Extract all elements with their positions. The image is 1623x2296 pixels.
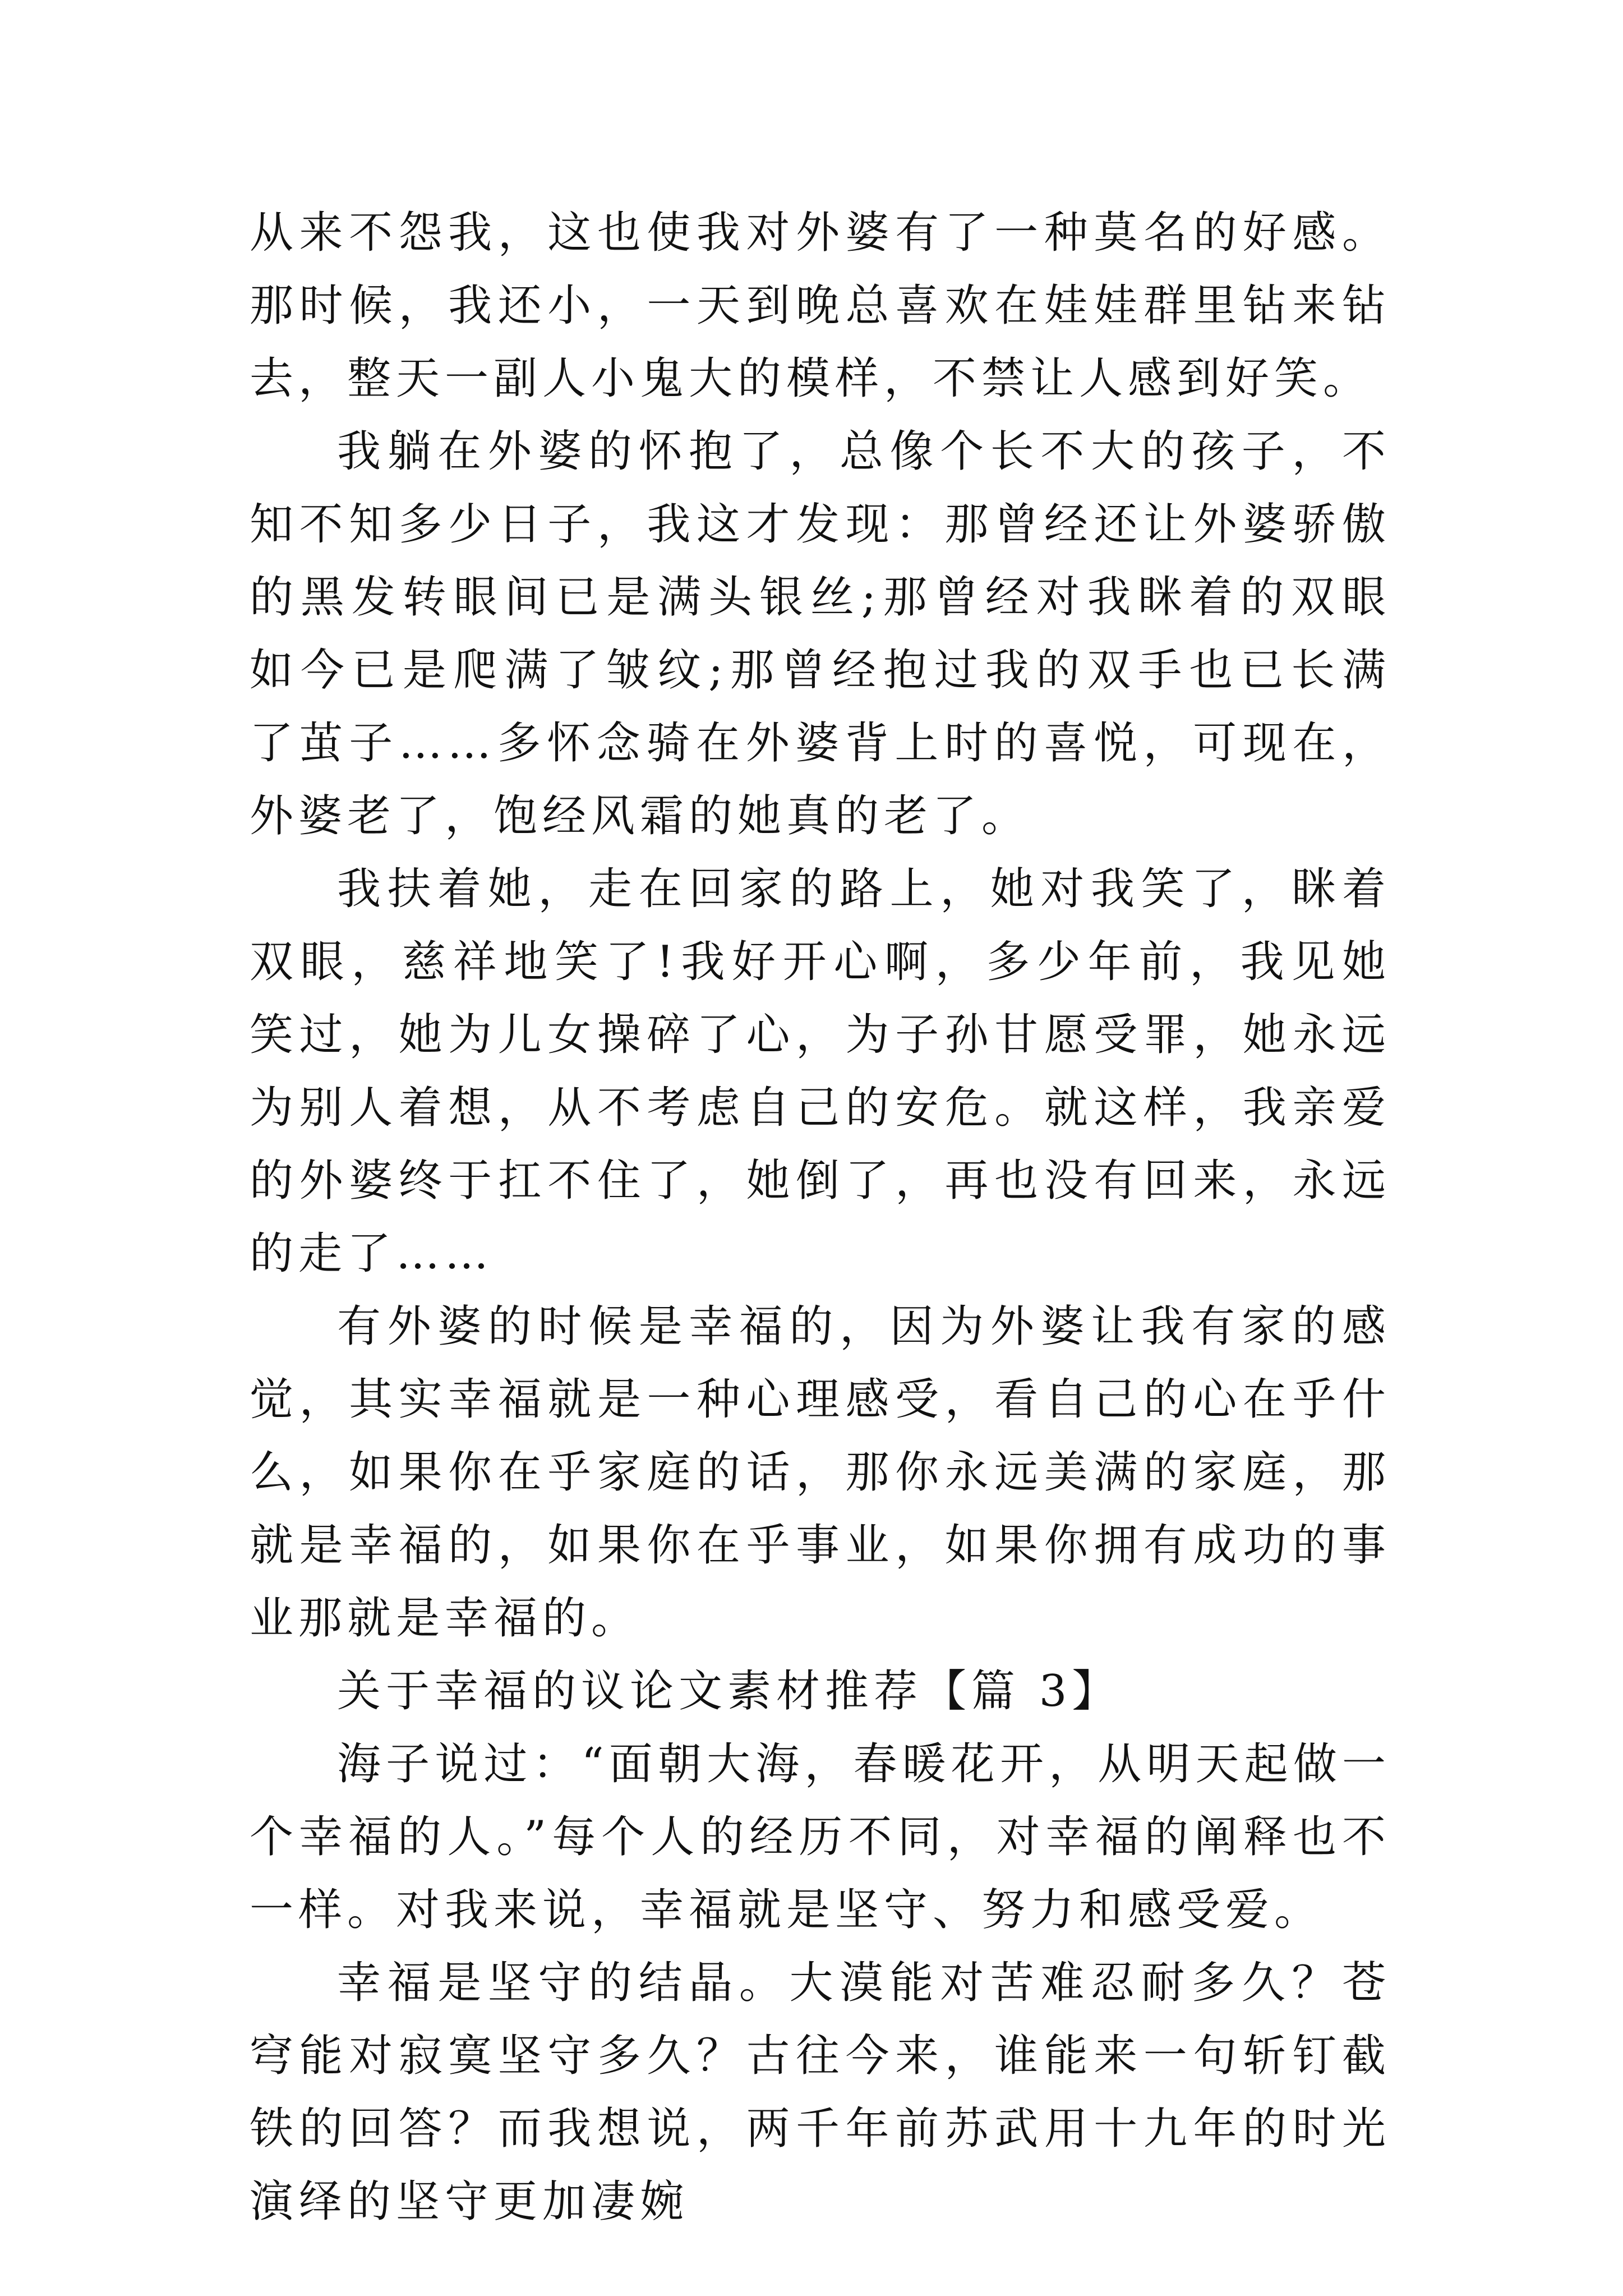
- document-body: [250, 196, 1391, 2238]
- paragraph-5: 海子说过：“面朝大海，春暖花开，从明天起做一个幸福的人。”每个人的经历不同，对幸福的阐释也不一样。对我来说，幸福就是坚守、努力和感受爱。: [250, 1739, 1391, 1935]
- paragraph-4: 有外婆的时候是幸福的，因为外婆让我有家的感觉，其实幸福就是一种心理感受，看自己的心在乎什么，如果你在乎家庭的话，那你永远美满的家庭，那就是幸福的，如果你在乎事业，如果你拥有成功的事业那就是幸福的。: [250, 1301, 1391, 1644]
- paragraph-6: 幸福是坚守的结晶。大漠能对苦难忍耐多久？苍穹能对寂寞坚守多久？古往今来，谁能来一句斩钉截铁的回答？而我想说，两千年前苏武用十九年的时光演绎的坚守更加凄婉: [250, 1958, 1391, 2227]
- paragraph-1: 从来不怨我，这也使我对外婆有了一种莫名的好感。那时候，我还小，一天到晚总喜欢在娃娃群里钻来钻去，整天一副人小鬼大的模样，不禁让人感到好笑。: [250, 208, 1391, 404]
- paragraph-3: 我扶着她，走在回家的路上，她对我笑了，眯着双眼，慈祥地笑了!我好开心啊，多少年前，我见她笑过，她为儿女操碎了心，为子孙甘愿受罪，她永远为别人着想，从不考虑自己的安危。就这样，我亲爱的外婆终于扛不住了，她倒了，再也没有回来，永远的走了……: [250, 864, 1391, 1279]
- paragraph-2: 我躺在外婆的怀抱了，总像个长不大的孩子，不知不知多少日子，我这才发现：那曾经还让外婆骄傲的黑发转眼间已是满头银丝;那曾经对我眯着的双眼如今已是爬满了皱纹;那曾经抱过我的双手也已长满了茧子……多怀念骑在外婆背上时的喜悦，可现在，外婆老了，饱经风霜的她真的老了。: [250, 426, 1391, 841]
- section-heading: 关于幸福的议论文素材推荐【篇 3】: [337, 1666, 1121, 1717]
